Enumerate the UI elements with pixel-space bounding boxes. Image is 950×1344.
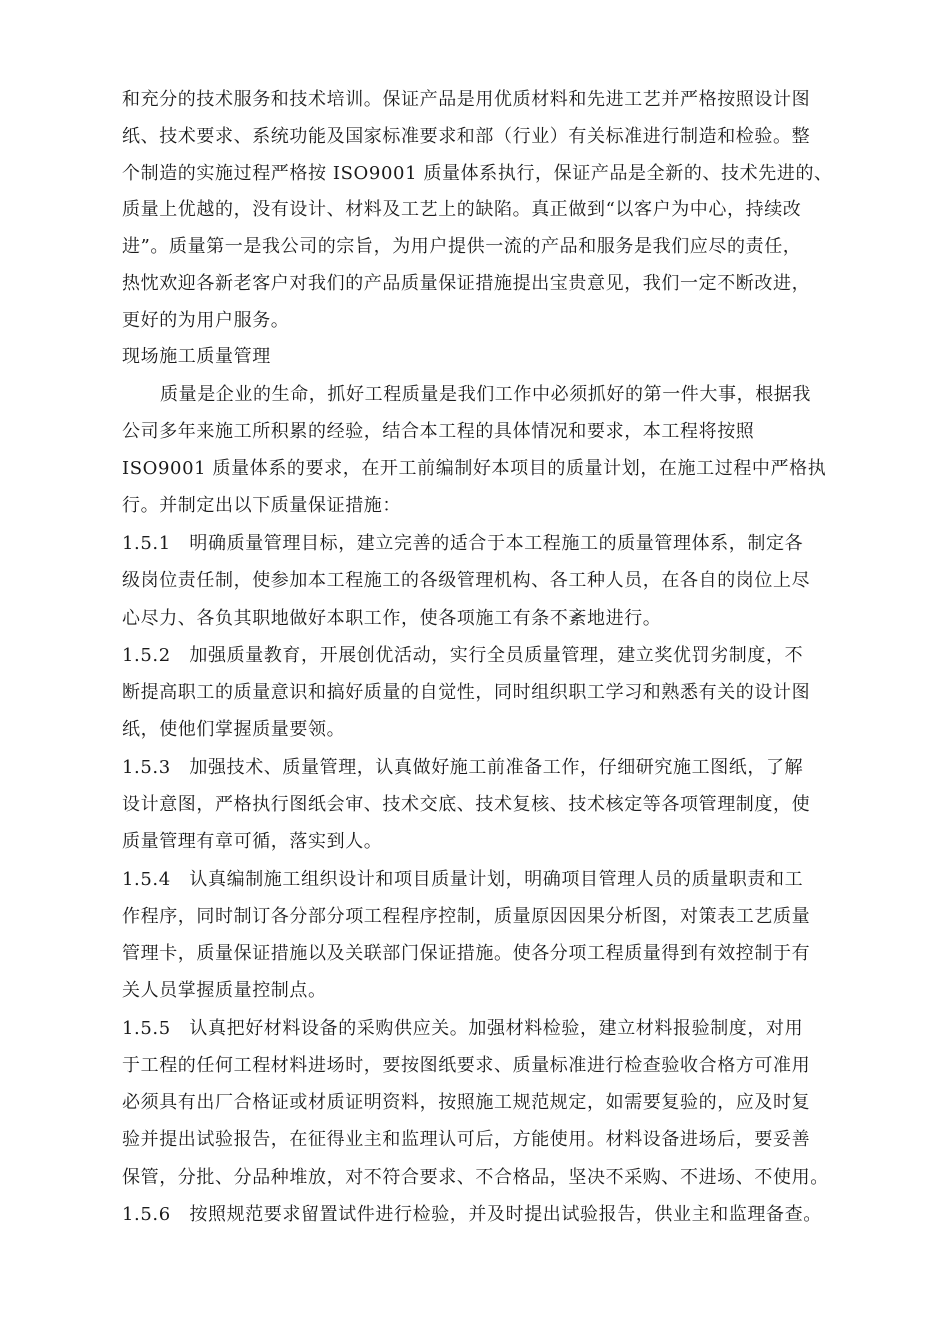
text-line: 公司多年来施工所积累的经验，结合本工程的具体情况和要求，本工程将按照 (122, 421, 755, 442)
text-line: 更好的为用户服务。 (122, 310, 290, 331)
text-line: 设计意图，严格执行图纸会审、技术交底、技术复核、技术核定等各项管理制度，使 (122, 794, 811, 815)
text-line: ISO9001 质量体系的要求，在开工前编制好本项目的质量计划，在施工过程中严格执 (122, 458, 827, 479)
text-line: 质量管理有章可循，落实到人。 (122, 831, 383, 852)
text-line: 纸、技术要求、系统功能及国家标准要求和部（行业）有关标准进行制造和检验。整 (122, 126, 811, 147)
text-line: 必须具有出厂合格证或材质证明资料，按照施工规范规定，如需要复验的，应及时复 (122, 1092, 811, 1113)
list-item: 1.5.6 按照规范要求留置试件进行检验，并及时提出试验报告，供业主和监理备查。 (122, 1204, 822, 1225)
text-line: 纸，使他们掌握质量要领。 (122, 719, 346, 740)
list-item: 1.5.4 认真编制施工组织设计和项目质量计划，明确项目管理人员的质量职责和工 (122, 869, 804, 890)
text-line: 进”。质量第一是我公司的宗旨，为用户提供一流的产品和服务是我们应尽的责任， (122, 236, 802, 257)
text-line: 于工程的任何工程材料进场时，要按图纸要求、质量标准进行检查验收合格方可准用 (122, 1055, 811, 1076)
text-line: 保管，分批、分品种堆放，对不符合要求、不合格品，坚决不采购、不进场、不使用。 (122, 1167, 829, 1188)
text-line: 质量上优越的，没有设计、材料及工艺上的缺陷。真正做到“以客户为中心，持续改 (122, 199, 802, 220)
list-item: 1.5.2 加强质量教育，开展创优活动，实行全员质量管理，建立奖优罚劣制度，不 (122, 645, 804, 666)
text-line: 质量是企业的生命，抓好工程质量是我们工作中必须抓好的第一件大事，根据我 (160, 384, 811, 405)
text-line: 个制造的实施过程严格按 ISO9001 质量体系执行，保证产品是全新的、技术先进的、 (122, 163, 833, 184)
section-heading: 现场施工质量管理 (122, 346, 271, 367)
text-line: 心尽力、各负其职地做好本职工作，使各项施工有条不紊地进行。 (122, 608, 662, 629)
text-line: 验并提出试验报告，在征得业主和监理认可后，方能使用。材料设备进场后，要妥善 (122, 1129, 811, 1150)
text-line: 热忱欢迎各新老客户对我们的产品质量保证措施提出宝贵意见，我们一定不断改进， (122, 273, 811, 294)
text-line: 级岗位责任制，使参加本工程施工的各级管理机构、各工种人员，在各自的岗位上尽 (122, 570, 811, 591)
text-line: 断提高职工的质量意识和搞好质量的自觉性，同时组织职工学习和熟悉有关的设计图 (122, 682, 811, 703)
list-item: 1.5.3 加强技术、质量管理，认真做好施工前准备工作，仔细研究施工图纸，了解 (122, 757, 804, 778)
text-line: 作程序，同时制订各分部分项工程程序控制，质量原因因果分析图，对策表工艺质量 (122, 906, 811, 927)
text-line: 行。并制定出以下质量保证措施： (122, 495, 401, 516)
list-item: 1.5.5 认真把好材料设备的采购供应关。加强材料检验，建立材料报验制度，对用 (122, 1018, 804, 1039)
list-item: 1.5.1 明确质量管理目标，建立完善的适合于本工程施工的质量管理体系，制定各 (122, 533, 804, 554)
text-line: 和充分的技术服务和技术培训。保证产品是用优质材料和先进工艺并严格按照设计图 (122, 89, 811, 110)
text-line: 管理卡，质量保证措施以及关联部门保证措施。使各分项工程质量得到有效控制于有 (122, 943, 811, 964)
text-line: 关人员掌握质量控制点。 (122, 980, 327, 1001)
